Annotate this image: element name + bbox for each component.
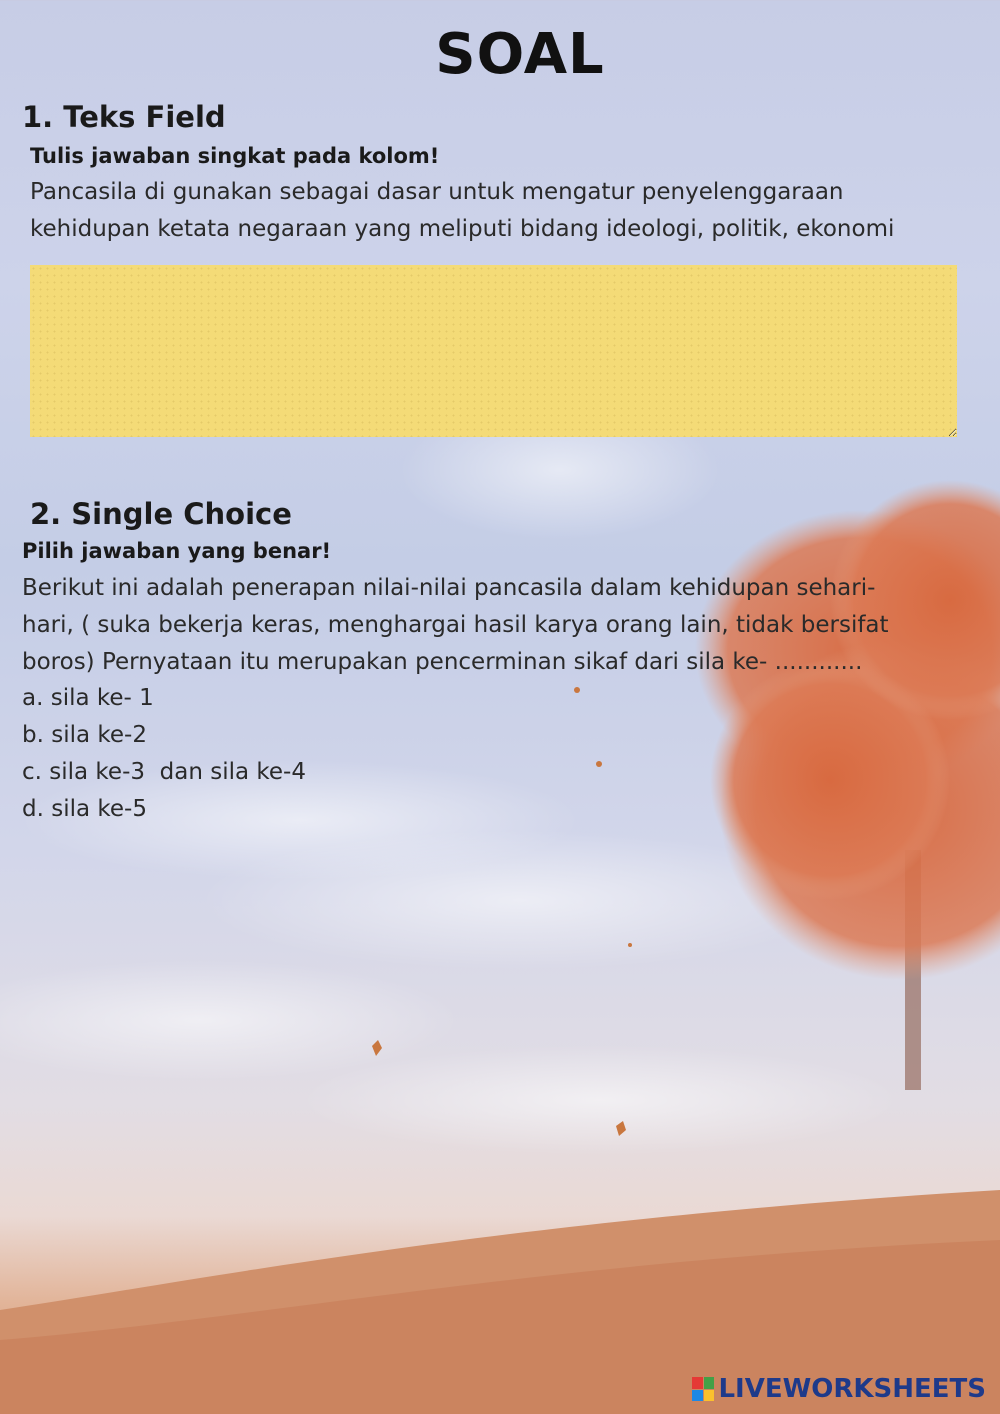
question1-text	[30, 174, 894, 248]
question1-heading: 1. Teks Field	[22, 100, 226, 134]
question2-options	[22, 680, 306, 828]
question2-text-line: Berikut ini adalah penerapan nilai-nilai pancasila dalam kehidupan sehari-	[22, 575, 876, 601]
question1-text-line: kehidupan ketata negaraan yang meliputi bidang ideologi, politik, ekonomi	[30, 216, 895, 242]
option-c[interactable]: c. sila ke-3 dan sila ke-4	[22, 759, 306, 785]
question1-instruction: Tulis jawaban singkat pada kolom!	[30, 144, 440, 168]
option-b[interactable]: b. sila ke-2	[22, 722, 147, 748]
liveworksheets-watermark	[692, 1374, 986, 1404]
watermark-text: LIVEWORKSHEETS	[718, 1374, 986, 1404]
question1-text-line: Pancasila di gunakan sebagai dasar untuk mengatur penyelenggaraan	[30, 179, 844, 205]
question2-instruction: Pilih jawaban yang benar!	[22, 539, 332, 563]
question2-text	[22, 570, 889, 681]
question2-text-line: boros) Pernyataan itu merupakan pencerminan sikaf dari sila ke- ............	[22, 649, 863, 675]
question2-text-line: hari, ( suka bekerja keras, menghargai hasil karya orang lain, tidak bersifat	[22, 612, 889, 638]
question1-answer-field[interactable]	[30, 265, 957, 437]
liveworksheets-logo-icon	[692, 1377, 714, 1401]
option-a[interactable]: a. sila ke- 1	[22, 685, 154, 711]
question2-heading: 2. Single Choice	[30, 497, 292, 531]
option-d[interactable]: d. sila ke-5	[22, 796, 147, 822]
page-title: SOAL	[435, 22, 605, 87]
